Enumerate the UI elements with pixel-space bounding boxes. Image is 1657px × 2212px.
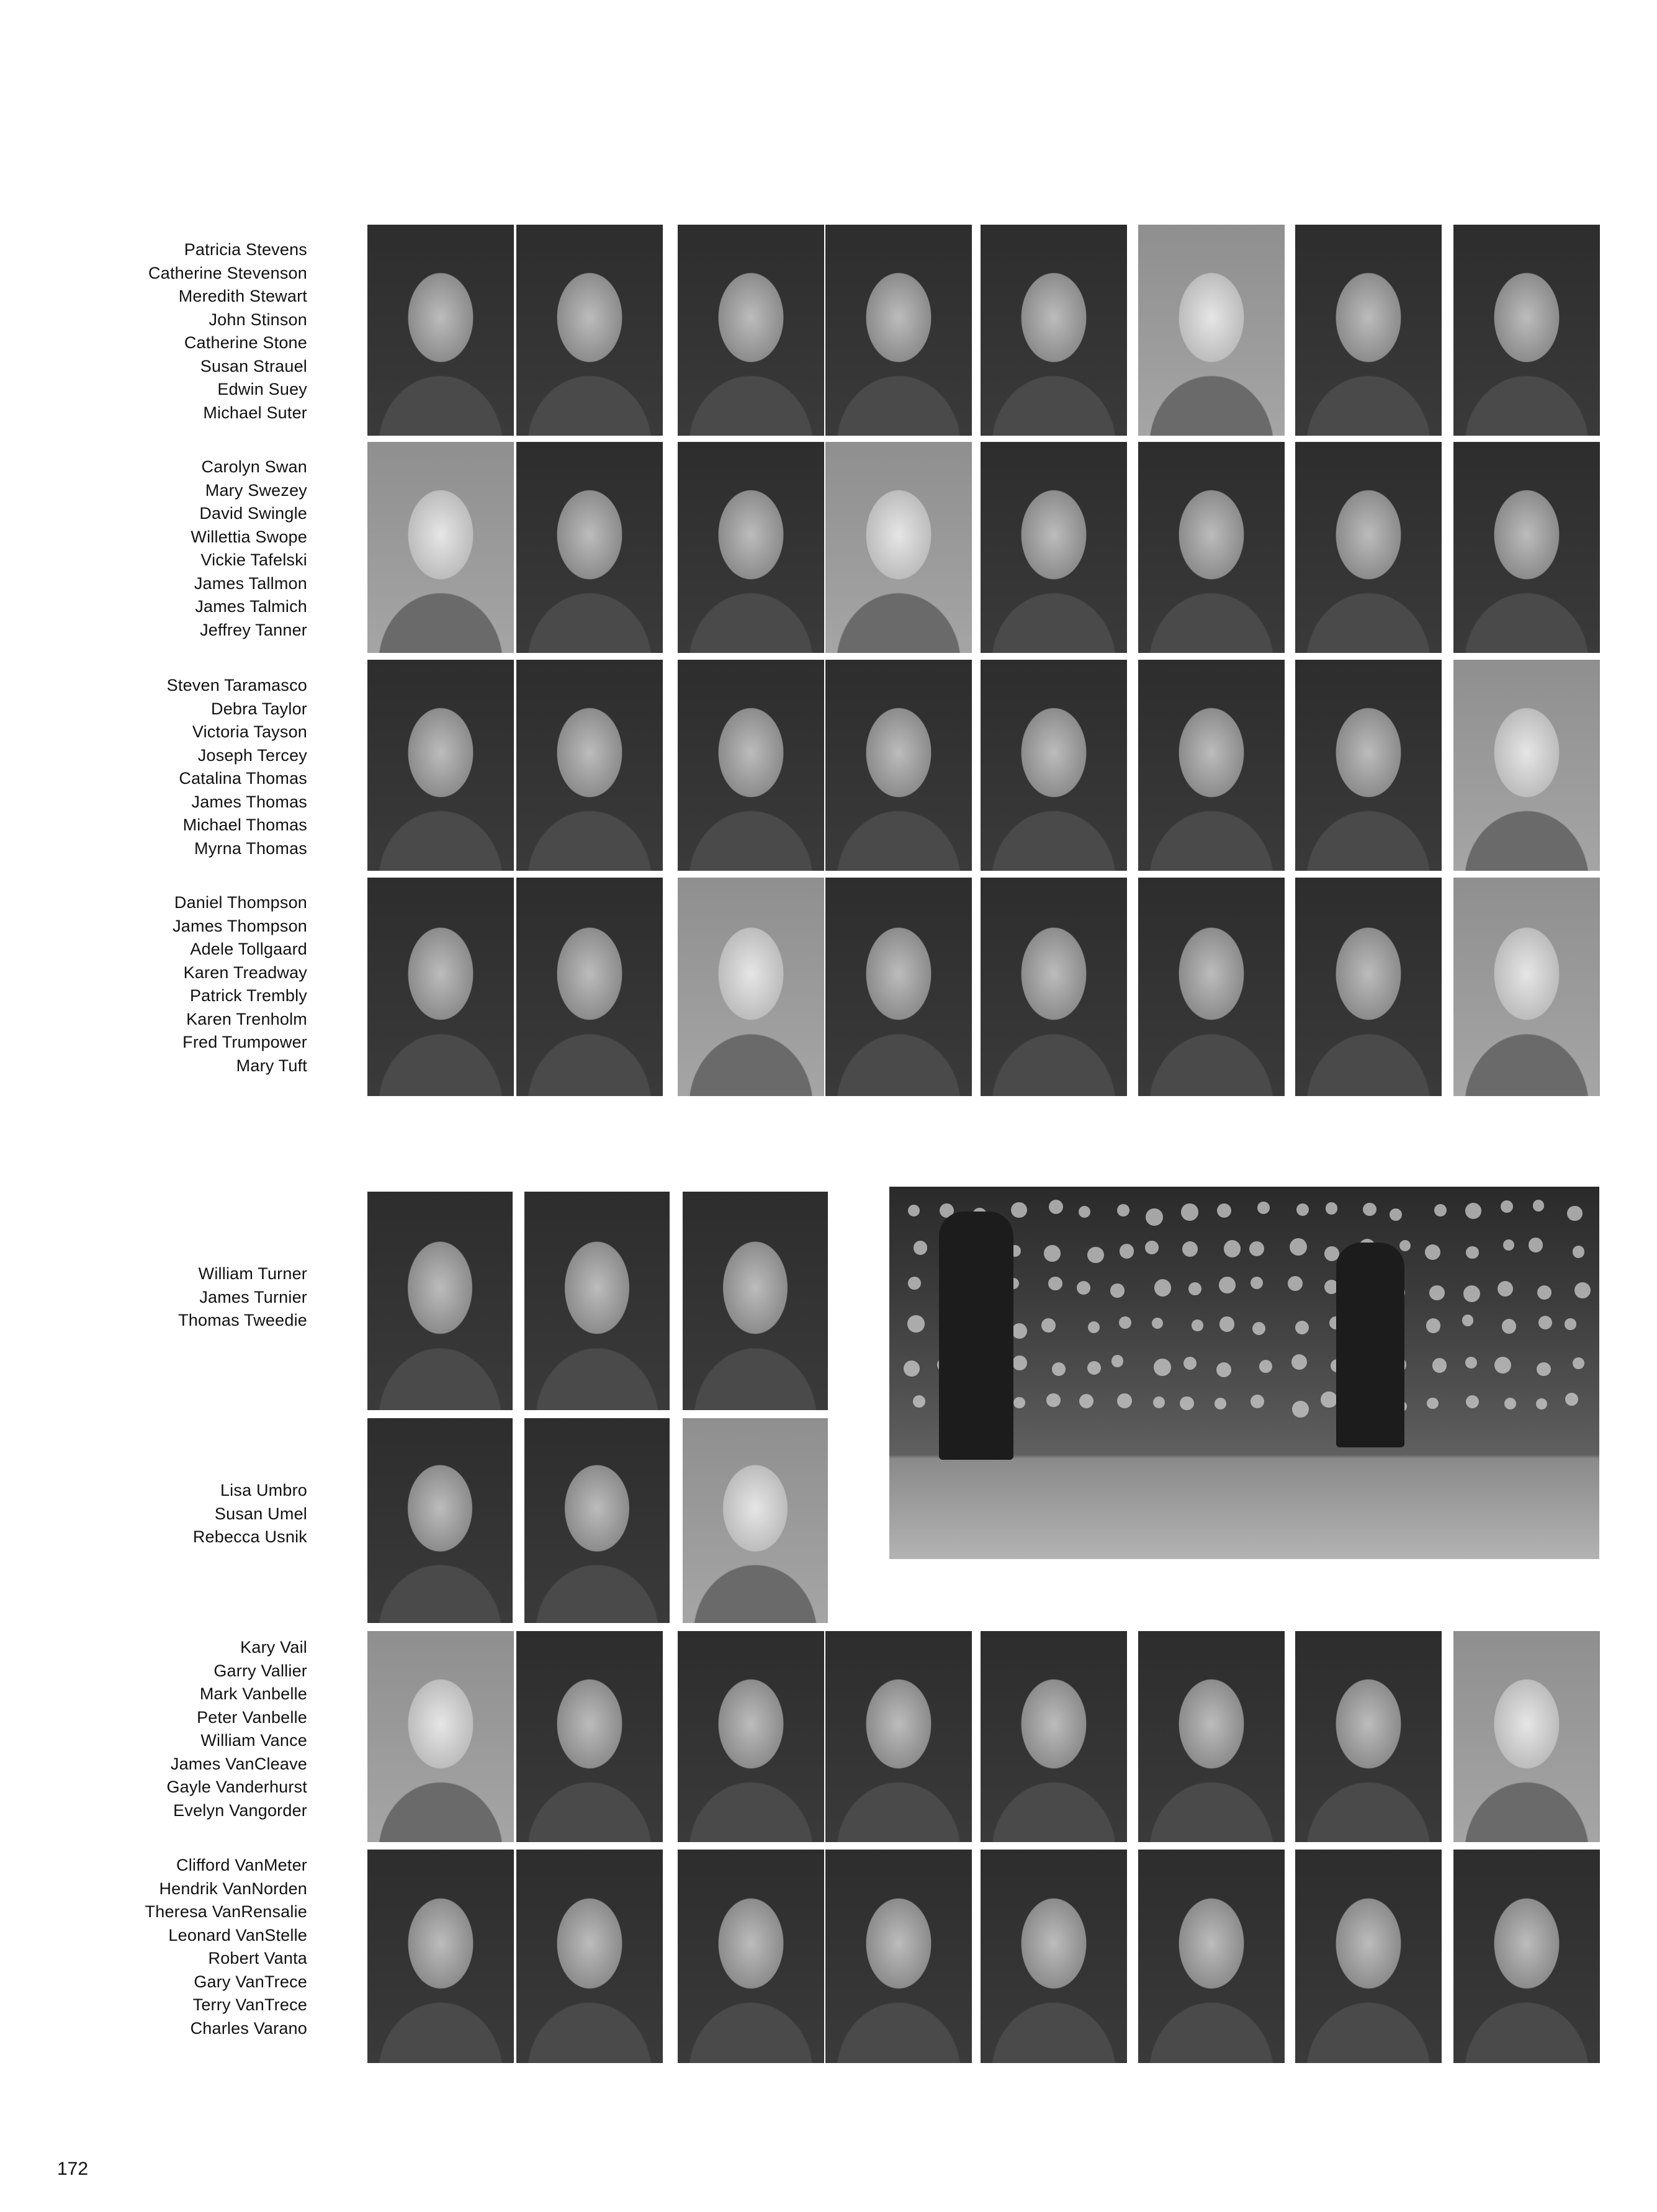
student-name: Clifford VanMeter <box>176 1856 307 1874</box>
crowd-face <box>1573 1357 1584 1369</box>
crowd-face <box>1296 1203 1309 1216</box>
crowd-face <box>1574 1282 1591 1298</box>
crowd-face <box>1565 1318 1576 1329</box>
student-portrait <box>1453 225 1600 436</box>
student-name: Fred Trumpower <box>182 1033 307 1051</box>
student-name: William Vance <box>200 1731 307 1750</box>
student-name: Rebecca Usnik <box>192 1527 307 1546</box>
student-name: Gary VanTrece <box>194 1972 307 1991</box>
student-portrait <box>367 1192 513 1410</box>
crowd-face <box>1154 1279 1171 1296</box>
crowd-face <box>1188 1282 1201 1295</box>
student-name: David Swingle <box>199 504 307 523</box>
student-portrait <box>1295 1631 1442 1842</box>
crowd-face <box>1465 1203 1481 1219</box>
crowd-face <box>1224 1240 1241 1257</box>
crowd-face <box>1013 1397 1025 1409</box>
student-portrait <box>524 1418 670 1623</box>
crowd-face <box>1390 1208 1402 1221</box>
student-name: Edwin Suey <box>217 380 307 398</box>
crowd-face <box>1565 1393 1578 1406</box>
student-name: John Stinson <box>209 310 307 329</box>
crowd-face <box>904 1360 920 1377</box>
crowd-face <box>1154 1359 1171 1376</box>
crowd-face <box>1538 1316 1552 1329</box>
student-name: Catalina Thomas <box>179 769 307 788</box>
student-name: Joseph Tercey <box>197 745 307 765</box>
crowd-face <box>1182 1241 1198 1257</box>
crowd-face <box>1291 1354 1307 1370</box>
crowd-face <box>1079 1394 1093 1408</box>
crowd-face <box>1501 1200 1513 1213</box>
crowd-face <box>1145 1241 1159 1254</box>
student-name: Evelyn Vangorder <box>173 1801 307 1820</box>
crowd-face <box>1052 1362 1066 1376</box>
student-portrait <box>825 442 972 653</box>
crowd-face <box>1044 1245 1061 1262</box>
student-portrait <box>1453 660 1600 871</box>
student-portrait <box>825 1850 972 2063</box>
crowd-face <box>1498 1281 1513 1297</box>
name-list-5 <box>178 1262 307 1333</box>
student-name: William Turner <box>198 1264 307 1283</box>
student-portrait <box>981 660 1127 871</box>
crowd-face <box>908 1205 920 1216</box>
student-name: Peter Vanbelle <box>197 1707 307 1727</box>
student-portrait <box>367 1850 514 2063</box>
crowd-face <box>1321 1391 1337 1408</box>
crowd-face <box>1049 1200 1063 1214</box>
crowd-face <box>1251 1277 1263 1289</box>
crowd-face <box>1087 1361 1101 1375</box>
student-name: Debra Taylor <box>211 699 307 718</box>
page-number: 172 <box>57 2159 89 2179</box>
student-name: Susan Umel <box>214 1504 307 1523</box>
student-name: Terry VanTrece <box>192 1995 307 2014</box>
student-name: Thomas Tweedie <box>178 1311 307 1329</box>
student-portrait <box>1453 1850 1600 2063</box>
crowd-face <box>1012 1323 1027 1339</box>
crowd-face <box>1117 1393 1132 1408</box>
crowd-face <box>1425 1244 1440 1260</box>
student-name: Catherine Stevenson <box>148 263 307 282</box>
student-portrait <box>1138 442 1285 653</box>
student-portrait <box>678 878 824 1096</box>
crowd-face <box>1153 1396 1165 1408</box>
crowd-face <box>1573 1246 1584 1257</box>
crowd-face <box>1427 1398 1439 1409</box>
student-portrait <box>825 660 972 871</box>
crowd-face <box>1537 1362 1550 1376</box>
crowd-face <box>1046 1393 1061 1408</box>
student-name: Susan Strauel <box>200 356 307 375</box>
student-name: Catherine Stone <box>184 333 307 352</box>
name-list-7 <box>166 1636 307 1822</box>
student-name: Vickie Tafelski <box>200 551 307 569</box>
student-portrait <box>367 1631 514 1842</box>
student-name: Daniel Thompson <box>174 893 307 912</box>
student-portrait <box>678 1850 824 2063</box>
crowd-face <box>1181 1203 1198 1221</box>
student-name: Jeffrey Tanner <box>200 620 307 639</box>
student-portrait <box>678 442 824 653</box>
crowd-face <box>1288 1276 1303 1291</box>
crowd-face <box>1192 1320 1203 1331</box>
student-name: Mary Swezey <box>205 480 307 500</box>
crowd-face <box>1011 1202 1027 1218</box>
student-portrait <box>1138 1850 1285 2063</box>
crowd-face <box>914 1241 927 1254</box>
student-name: Mark Vanbelle <box>199 1684 307 1703</box>
standing-figure <box>939 1212 1013 1460</box>
crowd-face <box>908 1277 921 1290</box>
student-portrait <box>1453 1631 1600 1842</box>
student-name: James Thomas <box>191 792 307 811</box>
crowd-face <box>1219 1316 1235 1332</box>
student-portrait <box>683 1192 828 1410</box>
student-portrait <box>1138 1631 1285 1842</box>
crowd-face <box>1048 1277 1062 1290</box>
crowd-face <box>1537 1285 1551 1300</box>
crowd-face <box>1494 1357 1511 1374</box>
crowd-face <box>1110 1284 1125 1298</box>
crowd-face <box>1504 1398 1516 1409</box>
crowd-face <box>1088 1321 1100 1334</box>
student-name: Willettia Swope <box>191 527 307 546</box>
student-portrait <box>825 878 972 1096</box>
student-portrait <box>516 878 663 1096</box>
student-name: James VanCleave <box>170 1754 307 1773</box>
crowd-face <box>1183 1357 1197 1370</box>
crowd-face <box>1462 1315 1474 1326</box>
student-portrait <box>1453 878 1600 1096</box>
student-portrait <box>524 1192 670 1410</box>
crowd-face <box>1259 1360 1272 1373</box>
crowd-face <box>1503 1239 1514 1251</box>
student-name: Patricia Stevens <box>184 240 307 259</box>
name-list-1 <box>148 238 307 425</box>
student-portrait <box>825 225 972 436</box>
student-name: Michael Suter <box>203 403 307 422</box>
student-name: Charles Varano <box>190 2018 307 2038</box>
student-name: Leonard VanStelle <box>168 1925 307 1944</box>
crowd-face <box>1249 1241 1264 1256</box>
crowd-face <box>1502 1319 1517 1334</box>
name-list-8 <box>145 1854 307 2040</box>
student-portrait <box>367 442 514 653</box>
crowd-face <box>1399 1240 1411 1251</box>
student-portrait <box>981 442 1127 653</box>
student-name: Myrna Thomas <box>194 838 307 858</box>
crowd-face <box>1120 1244 1134 1259</box>
student-name: James Turnier <box>199 1287 307 1306</box>
crowd-face <box>1426 1318 1440 1333</box>
student-portrait <box>516 225 663 436</box>
student-portrait <box>678 225 824 436</box>
student-portrait <box>367 660 514 871</box>
crowd-face <box>1463 1285 1480 1302</box>
student-portrait <box>367 225 514 436</box>
student-portrait <box>683 1418 828 1623</box>
student-name: Michael Thomas <box>182 816 307 834</box>
student-portrait <box>1295 660 1442 871</box>
student-portrait <box>516 1850 663 2063</box>
student-portrait <box>367 878 514 1096</box>
student-name: James Talmich <box>195 597 307 616</box>
student-name: Victoria Tayson <box>192 722 307 741</box>
student-name: Garry Vallier <box>213 1661 307 1680</box>
student-name: Hendrik VanNorden <box>159 1879 307 1898</box>
crowd-face <box>1079 1206 1091 1218</box>
crowd-face <box>1434 1204 1447 1216</box>
student-portrait <box>1295 1850 1442 2063</box>
name-list-6 <box>193 1479 307 1549</box>
crowd-face <box>1217 1203 1232 1218</box>
student-portrait <box>516 442 663 653</box>
student-portrait <box>1295 442 1442 653</box>
crowd-face <box>1432 1358 1447 1372</box>
student-portrait <box>981 225 1127 436</box>
candid-crowd-photo <box>889 1187 1599 1559</box>
student-name: Meredith Stewart <box>178 287 307 305</box>
name-list-4 <box>173 891 307 1077</box>
crowd-face <box>1111 1355 1123 1367</box>
crowd-face <box>1146 1208 1163 1226</box>
crowd-face <box>1326 1202 1338 1215</box>
student-portrait <box>1453 442 1600 653</box>
crowd-face <box>1466 1246 1478 1259</box>
student-name: Robert Vanta <box>208 1949 307 1967</box>
student-name: Patrick Trembly <box>189 986 307 1005</box>
student-name: Steven Taramasco <box>166 676 307 695</box>
crowd-face <box>1216 1362 1231 1377</box>
crowd-face <box>1180 1396 1194 1411</box>
crowd-face <box>1257 1202 1270 1214</box>
name-list-3 <box>167 674 307 860</box>
student-portrait <box>678 1631 824 1842</box>
crowd-face <box>1041 1318 1056 1333</box>
student-portrait <box>367 1418 513 1623</box>
name-list-2 <box>191 456 307 642</box>
student-portrait <box>1295 878 1442 1096</box>
crowd-face <box>1012 1356 1027 1370</box>
student-name: Mary Tuft <box>236 1056 307 1075</box>
student-name: Gayle Vanderhurst <box>166 1778 307 1796</box>
student-name: Carolyn Swan <box>201 457 307 476</box>
crowd-face <box>1087 1247 1104 1264</box>
student-portrait <box>981 878 1127 1096</box>
student-portrait <box>825 1631 972 1842</box>
student-portrait <box>516 1631 663 1842</box>
crowd-face <box>1466 1395 1479 1408</box>
student-portrait <box>1138 660 1285 871</box>
student-portrait <box>678 660 824 871</box>
student-portrait <box>516 660 663 871</box>
crowd-face <box>907 1315 925 1333</box>
crowd-face <box>1219 1277 1236 1293</box>
crowd-face <box>1529 1238 1543 1252</box>
crowd-face <box>1117 1204 1129 1216</box>
student-name: Kary Vail <box>240 1638 307 1657</box>
crowd-face <box>1290 1238 1307 1256</box>
crowd-face <box>1536 1398 1547 1409</box>
student-portrait <box>981 1631 1127 1842</box>
student-name: Karen Treadway <box>183 963 307 982</box>
crowd-face <box>1252 1322 1265 1335</box>
student-name: Theresa VanRensalie <box>145 1902 307 1921</box>
crowd-face <box>1363 1203 1376 1216</box>
crowd-face <box>1152 1318 1163 1329</box>
student-name: James Thompson <box>173 916 307 935</box>
crowd-face <box>913 1395 925 1408</box>
student-name: James Tallmon <box>194 573 307 593</box>
standing-figure <box>1336 1243 1404 1447</box>
student-portrait <box>981 1850 1127 2063</box>
crowd-face <box>1567 1206 1582 1221</box>
crowd-face <box>1251 1395 1264 1408</box>
crowd-face <box>1215 1398 1226 1409</box>
student-portrait <box>1295 225 1442 436</box>
crowd-face <box>1295 1321 1309 1334</box>
crowd-face <box>1292 1401 1309 1418</box>
crowd-face <box>1533 1200 1544 1211</box>
student-portrait <box>1138 878 1285 1096</box>
student-portrait <box>1138 225 1285 436</box>
crowd-face <box>1119 1316 1131 1329</box>
crowd-face <box>1429 1285 1445 1301</box>
student-name: Adele Tollgaard <box>190 940 307 958</box>
student-name: Karen Trenholm <box>186 1009 307 1028</box>
crowd-face <box>1465 1357 1477 1369</box>
crowd-face <box>1077 1281 1090 1295</box>
student-name: Lisa Umbro <box>220 1481 307 1499</box>
